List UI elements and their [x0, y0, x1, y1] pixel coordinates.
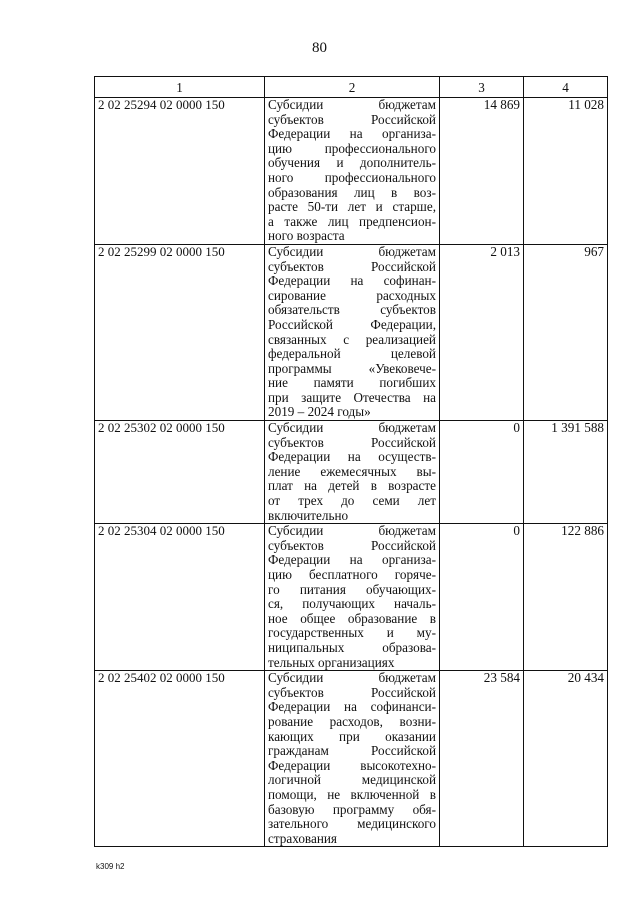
amount-col3-cell: 2 013: [440, 244, 524, 420]
description-line: государственных и му-: [268, 625, 436, 641]
description-line: обязательств субъектов: [268, 302, 436, 318]
description-line: Федерации на организа-: [268, 126, 436, 142]
description-line: плат на детей в возрасте: [268, 478, 436, 494]
description-line: включительно: [268, 507, 349, 523]
amount-col4-cell: 11 028: [524, 98, 608, 245]
description-line: рование расходов, возни-: [268, 713, 436, 729]
description-line: программы «Увековече-: [268, 360, 436, 376]
description-line: федеральной целевой: [268, 346, 436, 362]
description-line: субъектов Российской: [268, 258, 436, 274]
description-line: цию бесплатного горяче-: [268, 567, 436, 582]
amount-col3-cell: 0: [440, 421, 524, 524]
budget-code-cell: 2 02 25299 02 0000 150: [95, 244, 265, 420]
amount-col4-cell: 1 391 588: [524, 421, 608, 524]
description-line: Субсидии бюджетам: [268, 670, 436, 686]
description-line: субъектов Российской: [268, 434, 436, 450]
description-line: базовую программу обя-: [268, 801, 436, 817]
budget-table: [94, 76, 608, 847]
description-line: Федерации на софинан-: [268, 273, 436, 289]
description-line: Федерации на организа-: [268, 552, 436, 568]
table-row: [95, 524, 608, 671]
description-line: Федерации высокотехно-: [268, 757, 436, 773]
page-number: 80: [312, 40, 327, 56]
description-line: логичной медицинской: [268, 772, 436, 788]
description-line: образования лиц в воз-: [268, 184, 436, 200]
description-line: субъектов Российской: [268, 111, 436, 127]
description-line: субъектов Российской: [268, 537, 436, 553]
description-line: расте 50-ти лет и старше,: [268, 199, 436, 215]
budget-code-cell: 2 02 25294 02 0000 150: [95, 98, 265, 245]
description-cell: [265, 98, 440, 245]
description-line: страхования: [268, 830, 337, 846]
table-body: [95, 98, 608, 847]
budget-code-cell: 2 02 25302 02 0000 150: [95, 421, 265, 524]
column-header-3: 3: [440, 77, 524, 98]
table-header-row: [95, 77, 608, 98]
description-line: Федерации на осуществ-: [268, 449, 436, 465]
description-line: ление ежемесячных вы-: [268, 463, 436, 479]
table-row: [95, 98, 608, 245]
description-line: Российской Федерации,: [268, 316, 436, 332]
description-line: при защите Отечества на: [268, 389, 436, 405]
description-cell: [265, 244, 440, 420]
description-line: Субсидии бюджетам: [268, 243, 436, 259]
amount-col4-cell: 20 434: [524, 671, 608, 847]
table-row: [95, 671, 608, 847]
description-line: помощи, не включенной в: [268, 786, 436, 802]
description-line: зательного медицинского: [268, 816, 436, 832]
description-line: ниципальных образова-: [268, 639, 436, 655]
amount-col4-cell: 122 886: [524, 524, 608, 671]
description-line: субъектов Российской: [268, 684, 436, 700]
description-line: обучения и дополнитель-: [268, 155, 436, 171]
description-line: ное общее образование в: [268, 610, 436, 626]
description-line: сирование расходных: [268, 287, 436, 303]
description-cell: [265, 421, 440, 524]
column-header-4: 4: [524, 77, 608, 98]
description-line: го питания обучающих-: [268, 581, 436, 597]
description-line: цию профессионального: [268, 140, 436, 156]
table-row: [95, 421, 608, 524]
description-line: от трех до семи лет: [268, 493, 436, 509]
amount-col3-cell: 0: [440, 524, 524, 671]
description-line: Субсидии бюджетам: [268, 523, 436, 539]
description-line: гражданам Российской: [268, 743, 436, 759]
table-row: [95, 244, 608, 420]
description-line: ного профессионального: [268, 169, 436, 185]
description-line: ного возраста: [268, 228, 345, 244]
footer-code: k309 h2: [96, 862, 125, 871]
description-line: Субсидии бюджетам: [268, 97, 436, 112]
description-line: ся, получающих началь-: [268, 596, 436, 612]
description-line: Федерации на софинанси-: [268, 699, 436, 715]
description-cell: [265, 671, 440, 847]
column-header-2: 2: [265, 77, 440, 98]
description-line: ние памяти погибших: [268, 375, 436, 391]
column-header-1: 1: [95, 77, 265, 98]
description-line: а также лиц предпенсион-: [268, 213, 436, 229]
amount-col3-cell: 23 584: [440, 671, 524, 847]
amount-col3-cell: 14 869: [440, 98, 524, 245]
description-line: кающих при оказании: [268, 728, 436, 744]
description-line: 2019 – 2024 годы»: [268, 404, 371, 420]
budget-code-cell: 2 02 25402 02 0000 150: [95, 671, 265, 847]
description-line: связанных с реализацией: [268, 331, 436, 347]
description-line: Субсидии бюджетам: [268, 420, 436, 436]
budget-code-cell: 2 02 25304 02 0000 150: [95, 524, 265, 671]
description-cell: [265, 524, 440, 671]
amount-col4-cell: 967: [524, 244, 608, 420]
description-line: тельных организациях: [268, 654, 395, 670]
